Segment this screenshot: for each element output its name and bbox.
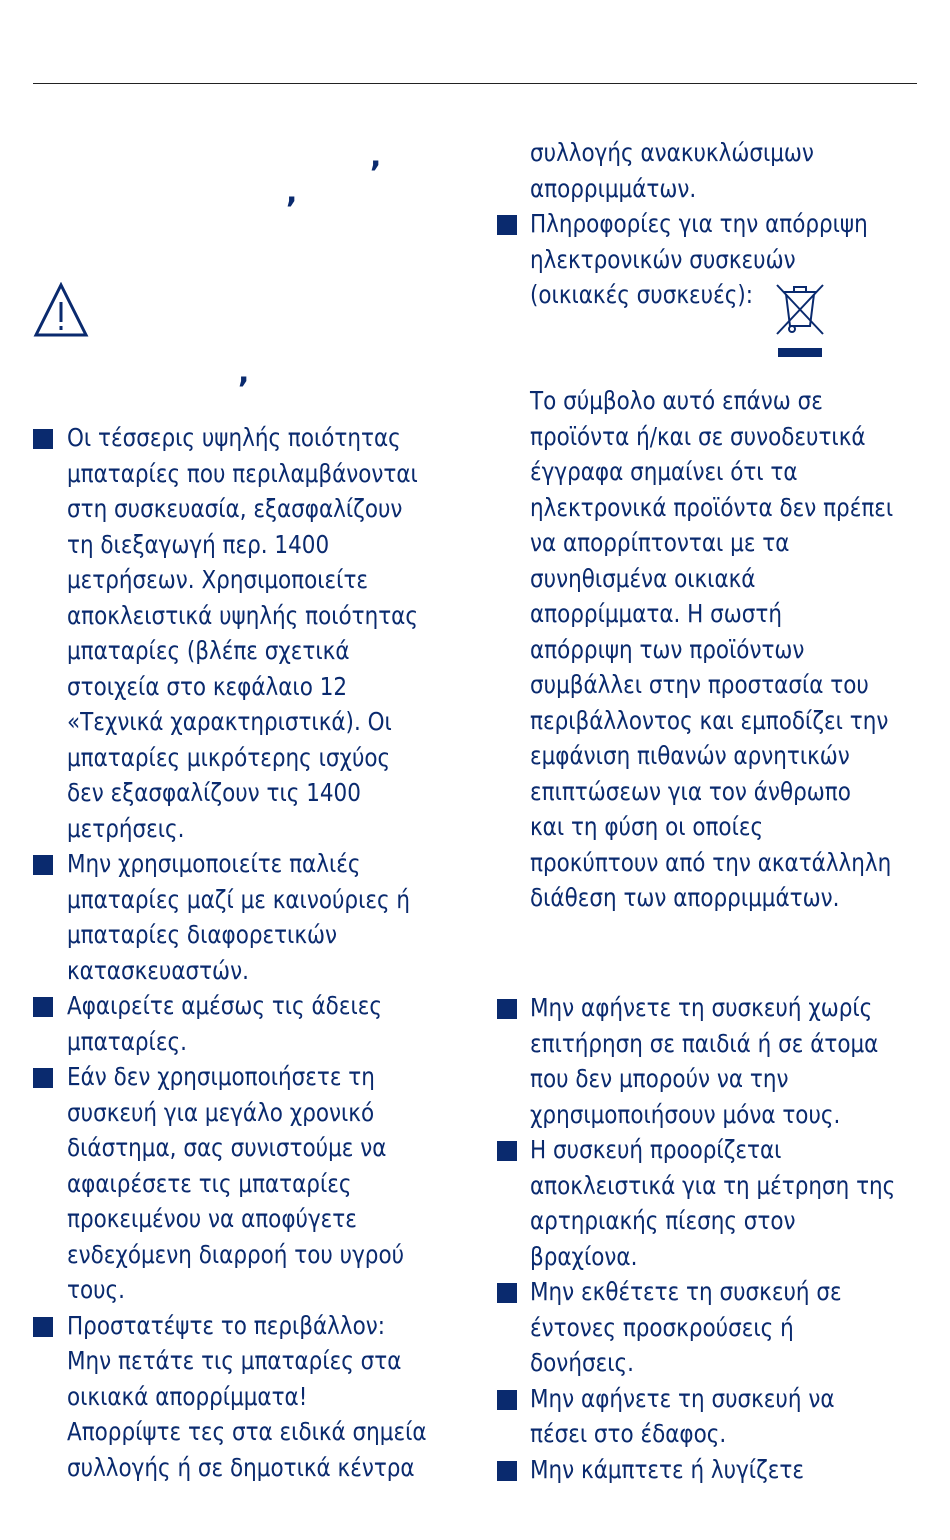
weee-paragraph-line: ηλεκτρονικά προϊόντα δεν πρέπει (530, 492, 894, 522)
weee-paragraph-line: να απορρίπτονται με τα (530, 528, 790, 557)
weee-paragraph-line: και τη φύση οι οποίες (530, 812, 764, 841)
list-item-line: κατασκευαστών. (67, 955, 249, 985)
list-item-line: αποκλειστικά για τη μέτρηση της (530, 1170, 896, 1200)
list-item-line: αφαιρέσετε τις μπαταρίες (67, 1168, 352, 1198)
weee-paragraph-line: περιβάλλοντος και εμποδίζει την (530, 705, 889, 735)
list-item-line: Μην αφήνετε τη συσκευή χωρίς (530, 993, 873, 1022)
bullet-square (497, 999, 517, 1019)
list-item-line: στοιχεία στο κεφάλαιο 12 (67, 671, 348, 701)
list-item-line: μπαταρίες που περιλαμβάνονται (67, 458, 418, 488)
weee-paragraph-line: διάθεση των απορριμμάτων. (530, 883, 840, 912)
list-item-line: Μην κάμπτετε ή λυγίζετε (530, 1454, 804, 1484)
weee-paragraph-line: Το σύμβολο αυτό επάνω σε (530, 386, 823, 415)
weee-paragraph-line: έγγραφα σημαίνει ότι τα (530, 457, 798, 486)
list-item-line: στη συσκευασία, εξασφαλίζουν (67, 494, 403, 523)
list-item-line: μετρήσεις. (67, 813, 185, 843)
bullet-square (33, 997, 53, 1017)
weee-item-line: (οικιακές συσκευές): (530, 280, 753, 309)
bullet-square (497, 1390, 517, 1410)
list-item-line: τη διεξαγωγή περ. 1400 (67, 529, 330, 559)
list-item-line: βραχίονα. (530, 1241, 638, 1271)
bullet-square (497, 215, 517, 235)
list-item-line: Προστατέψτε το περιβάλλον: (67, 1310, 386, 1340)
list-item-line: διάστημα, σας συνιστούμε να (67, 1133, 387, 1162)
list-item-line: αποκλειστικά υψηλής ποιότητας (67, 600, 418, 630)
crossed-out-wheelie-bin-icon (774, 282, 826, 360)
list-item-line: μετρήσεων. Χρησιμοποιείτε (67, 565, 369, 594)
list-item-line: συσκευή για μεγάλο χρονικό (67, 1097, 375, 1127)
comma-mark: , (238, 355, 250, 390)
list-item-line: που δεν μπορούν να την (530, 1064, 789, 1093)
weee-paragraph-line: απόρριψη των προϊόντων (530, 634, 805, 664)
header-rule (33, 83, 917, 84)
list-item-line: επιτήρηση σε παιδιά ή σε άτομα (530, 1028, 879, 1058)
weee-item-line: ηλεκτρονικών συσκευών (530, 244, 796, 274)
comma-mark: , (286, 175, 298, 210)
bullet-square (497, 1141, 517, 1161)
list-item-line: δονήσεις. (530, 1348, 634, 1377)
list-item-line: μπαταρίες. (67, 1026, 187, 1056)
list-item-line: Μην εκθέτετε τη συσκευή σε (530, 1277, 842, 1306)
warning-triangle-icon (33, 282, 89, 338)
list-item-line: Μην χρησιμοποιείτε παλιές (67, 849, 361, 878)
list-item-line: μπαταρίες μαζί με καινούριες ή (67, 884, 411, 914)
comma-mark: , (370, 139, 382, 174)
list-item-line: χρησιμοποιήσουν μόνα τους. (530, 1099, 841, 1129)
weee-paragraph-line: συμβάλλει στην προστασία του (530, 670, 869, 699)
list-item-line: Απορρίψτε τες στα ειδικά σημεία (67, 1417, 427, 1446)
list-item-line: μπαταρίες διαφορετικών (67, 920, 338, 949)
bullet-square (497, 1461, 517, 1481)
list-item-line: προκειμένου να αποφύγετε (67, 1204, 357, 1233)
weee-paragraph-line: επιπτώσεων για τον άνθρωπο (530, 776, 851, 806)
list-item-line: Η συσκευή προορίζεται (530, 1135, 782, 1164)
list-item-line: μπαταρίες μικρότερης ισχύος (67, 742, 391, 772)
list-item-line: συλλογής ή σε δημοτικά κέντρα (67, 1452, 415, 1482)
bullet-square (33, 429, 53, 449)
list-item-line: τους. (67, 1275, 125, 1304)
weee-paragraph-line: προκύπτουν από την ακατάλληλη (530, 847, 892, 877)
continued-text-line: συλλογής ανακυκλώσιμων (530, 138, 814, 167)
list-item-line: έντονες προσκρούσεις ή (530, 1312, 794, 1342)
bullet-square (33, 1317, 53, 1337)
list-item-line: Μην αφήνετε τη συσκευή να (530, 1383, 835, 1413)
list-item-line: δεν εξασφαλίζουν τις 1400 (67, 778, 361, 807)
bullet-square (497, 1283, 517, 1303)
weee-paragraph-line: συνηθισμένα οικιακά (530, 563, 756, 593)
list-item-line: αρτηριακής πίεσης στον (530, 1206, 796, 1235)
list-item-line: Οι τέσσερις υψηλής ποιότητας (67, 423, 401, 452)
weee-paragraph-line: απορρίμματα. Η σωστή (530, 599, 782, 628)
list-item-line: Μην πετάτε τις μπαταρίες στα (67, 1346, 402, 1375)
bullet-square (33, 855, 53, 875)
list-item-line: οικιακά απορρίμματα! (67, 1381, 308, 1411)
bullet-square (33, 1068, 53, 1088)
list-item-line: μπαταρίες (βλέπε σχετικά (67, 636, 350, 665)
weee-paragraph-line: εμφάνιση πιθανών αρνητικών (530, 741, 850, 770)
list-item-line: πέσει στο έδαφος. (530, 1419, 727, 1448)
list-item-line: ενδεχόμενη διαρροή του υγρού (67, 1239, 405, 1269)
list-item-line: Αφαιρείτε αμέσως τις άδειες (67, 991, 382, 1020)
weee-paragraph-line: προϊόντα ή/και σε συνοδευτικά (530, 421, 866, 451)
weee-item-line: Πληροφορίες για την απόρριψη (530, 209, 868, 238)
continued-text-line: απορριμμάτων. (530, 173, 697, 203)
list-item-line: «Τεχνικά χαρακτηριστικά). Οι (67, 707, 392, 736)
list-item-line: Εάν δεν χρησιμοποιήσετε τη (67, 1062, 375, 1091)
